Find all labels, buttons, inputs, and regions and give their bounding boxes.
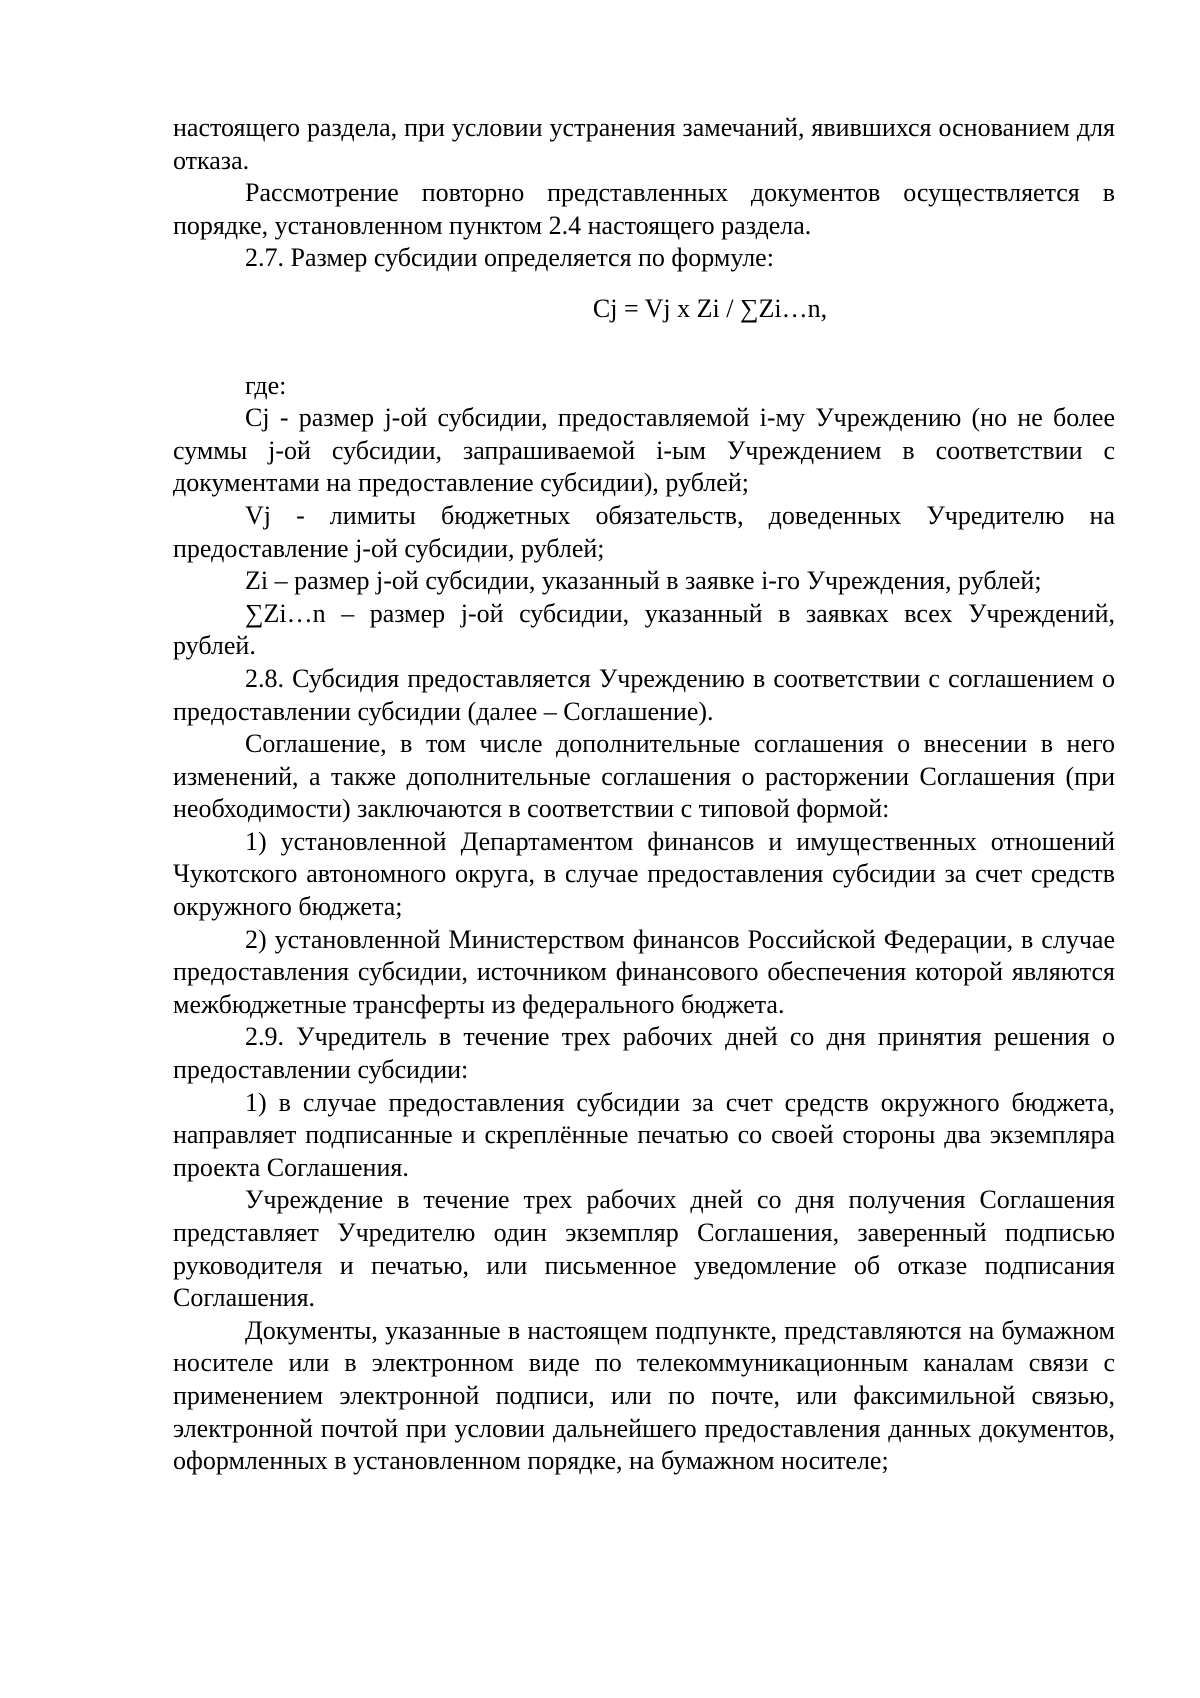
list-item-2-9-1: 1) в случае предоставления субсидии за счет средств окружного бюджета, направляет подписанные и скреплённые печатью со своей стороны два экземпляра проекта Соглашения.: [173, 1087, 1115, 1182]
definition-zi: Zi – размер j-ой субсидии, указанный в заявке i-го Учреждения, рублей;: [245, 566, 1042, 596]
paragraph-institution-response: Учреждение в течение трех рабочих дней со дня получения Соглашения представляет Учредителю один экземпляр Соглашения, заверенный подписью руководителя и печатью, или письменное уведомление об отказе подписания Соглашения.: [173, 1185, 1115, 1313]
paragraph-agreement-forms: Соглашение, в том числе дополнительные соглашения о внесении в него изменений, а также дополнительные соглашения о расторжении Соглашения (при необходимости) заключаются в соответствии с типовой формой:: [173, 729, 1115, 824]
list-item-form-1: 1) установленной Департаментом финансов и имущественных отношений Чукотского автономного округа, в случае предоставления субсидии за счет средств окружного бюджета;: [173, 826, 1115, 922]
paragraph-where: где:: [245, 370, 287, 400]
subsidy-formula: Cj = Vj x Zi / ∑Zi…n,: [592, 293, 828, 323]
definition-sum-zi: ∑Zi…n – размер j-ой субсидии, указанный в заявках всех Учреждений, рублей.: [173, 598, 1115, 661]
paragraph-continuation: настоящего раздела, при условии устранения замечаний, явившихся основанием для отказа.: [173, 113, 1115, 175]
definition-cj: Cj - размер j-ой субсидии, предоставляемой i-му Учреждению (но не более суммы j-ой субсидии, запрашиваемой i-ым Учреждением в соответствии с документами на предоставление субсидии), рублей;: [173, 403, 1115, 498]
document-body: [173, 112, 1115, 1478]
definition-vj: Vj - лимиты бюджетных обязательств, доведенных Учредителю на предоставление j-ой субсидии, рублей;: [173, 500, 1115, 563]
paragraph-2-9: 2.9. Учредитель в течение трех рабочих дней со дня принятия решения о предоставлении субсидии:: [173, 1022, 1115, 1085]
paragraph-resubmission-review: Рассмотрение повторно представленных документов осуществляется в порядке, установленном пунктом 2.4 настоящего раздела.: [173, 178, 1115, 240]
paragraph-2-7-heading: 2.7. Размер субсидии определяется по формуле:: [245, 243, 774, 273]
list-item-form-2: 2) установленной Министерством финансов Российской Федерации, в случае предоставления субсидии, источником финансового обеспечения которой являются межбюджетные трансферты из федерального бюджета.: [173, 924, 1115, 1019]
paragraph-2-8: 2.8. Субсидия предоставляется Учреждению в соответствии с соглашением о предоставлении субсидии (далее – Соглашение).: [173, 663, 1115, 726]
paragraph-documents-delivery: Документы, указанные в настоящем подпункте, представляются на бумажном носителе или в электронном виде по телекоммуникационным каналам связи с применением электронной подписи, или по почте, или факсимильной связью, электронной почтой при условии дальнейшего предоставления данных документов, оформленных в установленном порядке, на бумажном носителе;: [173, 1315, 1115, 1476]
